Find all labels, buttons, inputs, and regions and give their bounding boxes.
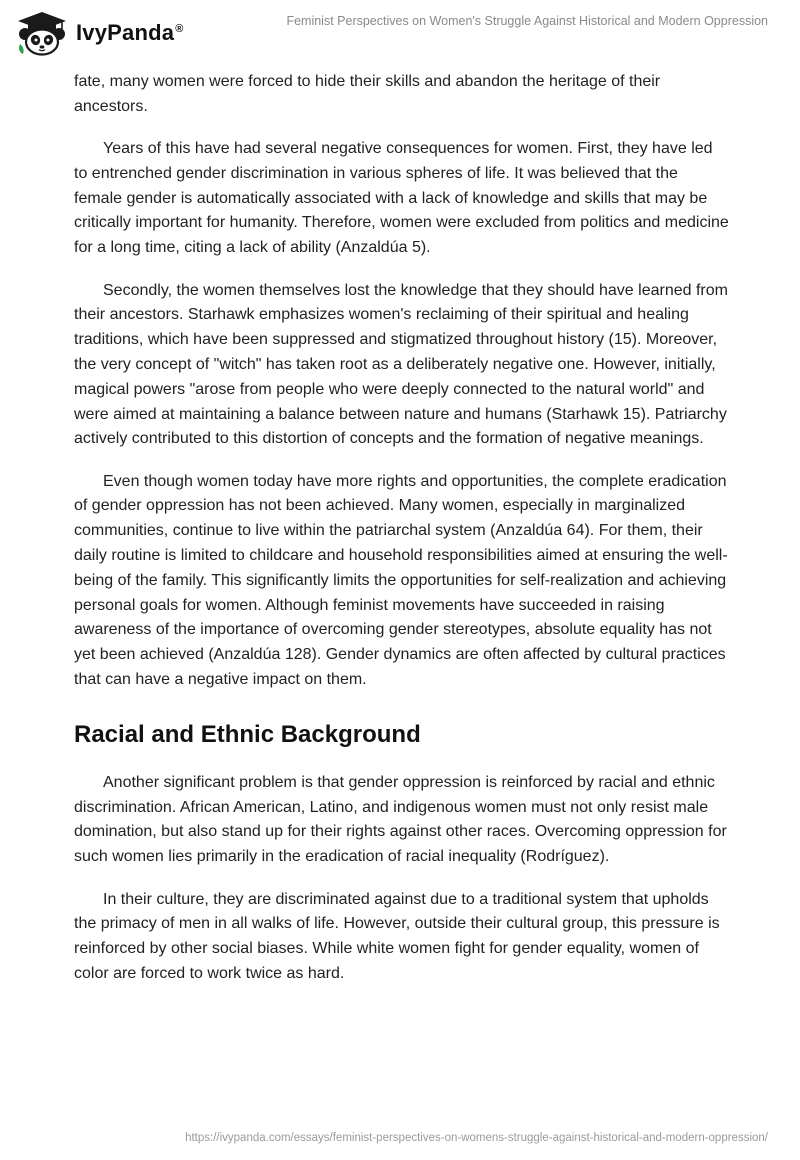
document-title: Feminist Perspectives on Women's Struggle Against Historical and Modern Oppression: [286, 14, 768, 28]
paragraph-continuation: fate, many women were forced to hide their skills and abandon the heritage of their ancestors.: [74, 73, 661, 115]
paragraph: Even though women today have more rights and opportunities, the complete eradication of gender oppression has not been achieved. Many women, especially in marginalized communities, continue to live within the patriarchal system (Anzaldúa 64). For them, their daily routine is limited to childcare and household responsibilities aimed at ensuring the well-being of the family. This significantly limits the opportunities for self-realization and achieving personal goals for women. Although feminist movements have succeeded in raising awareness of the importance of overcoming gender stereotypes, absolute equality has not yet been achieved (Anzaldúa 128). Gender dynamics are often affected by cultural practices that can have a negative impact on them.: [74, 472, 728, 689]
paragraph: Secondly, the women themselves lost the knowledge that they should have learned from their ancestors. Starhawk emphasizes women's reclaiming of their spiritual and healing traditions, which have been suppressed and stigmatized throughout history (15). Moreover, the very concept of "witch" has taken root as a deliberately negative one. However, initially, magical powers "arose from people who were deeply connected to the natural world" and were aimed at maintaining a balance between nature and humans (Starhawk 15). Patriarchy actively contributed to this distortion of concepts and the formation of negative meanings.: [74, 281, 728, 448]
source-url[interactable]: https://ivypanda.com/essays/feminist-perspectives-on-womens-struggle-against-historical-and-modern-oppression/: [185, 1132, 768, 1144]
ivypanda-logo[interactable]: [16, 10, 184, 56]
page-header: [0, 0, 800, 64]
essay-body: [74, 70, 730, 987]
paragraph: In their culture, they are discriminated against due to a traditional system that upholds the primacy of men in all walks of life. However, outside their cultural group, this pressure is reinforced by other social biases. While white women fight for gender equality, women of color are forced to work twice as hard.: [74, 890, 720, 982]
paragraph: Years of this have had several negative consequences for women. First, they have led to entrenched gender discrimination in various spheres of life. It was believed that the female gender is automatically associated with a lack of knowledge and skills that may be critically important for humanity. Therefore, women were excluded from politics and medicine for a long time, citing a lack of ability (Anzaldúa 5).: [74, 140, 729, 257]
brand-name: IvyPanda®: [76, 20, 184, 45]
paragraph: Another significant problem is that gender oppression is reinforced by racial and ethnic discrimination. African American, Latino, and indigenous women must not only resist male domination, but also stand up for their rights against other races. Overcoming oppression for such women lies primarily in the eradication of racial inequality (Rodríguez).: [74, 773, 727, 866]
panda-graduation-cap-icon: [16, 10, 68, 56]
section-heading: Racial and Ethnic Background: [74, 720, 421, 748]
registered-mark: ®: [175, 22, 184, 35]
